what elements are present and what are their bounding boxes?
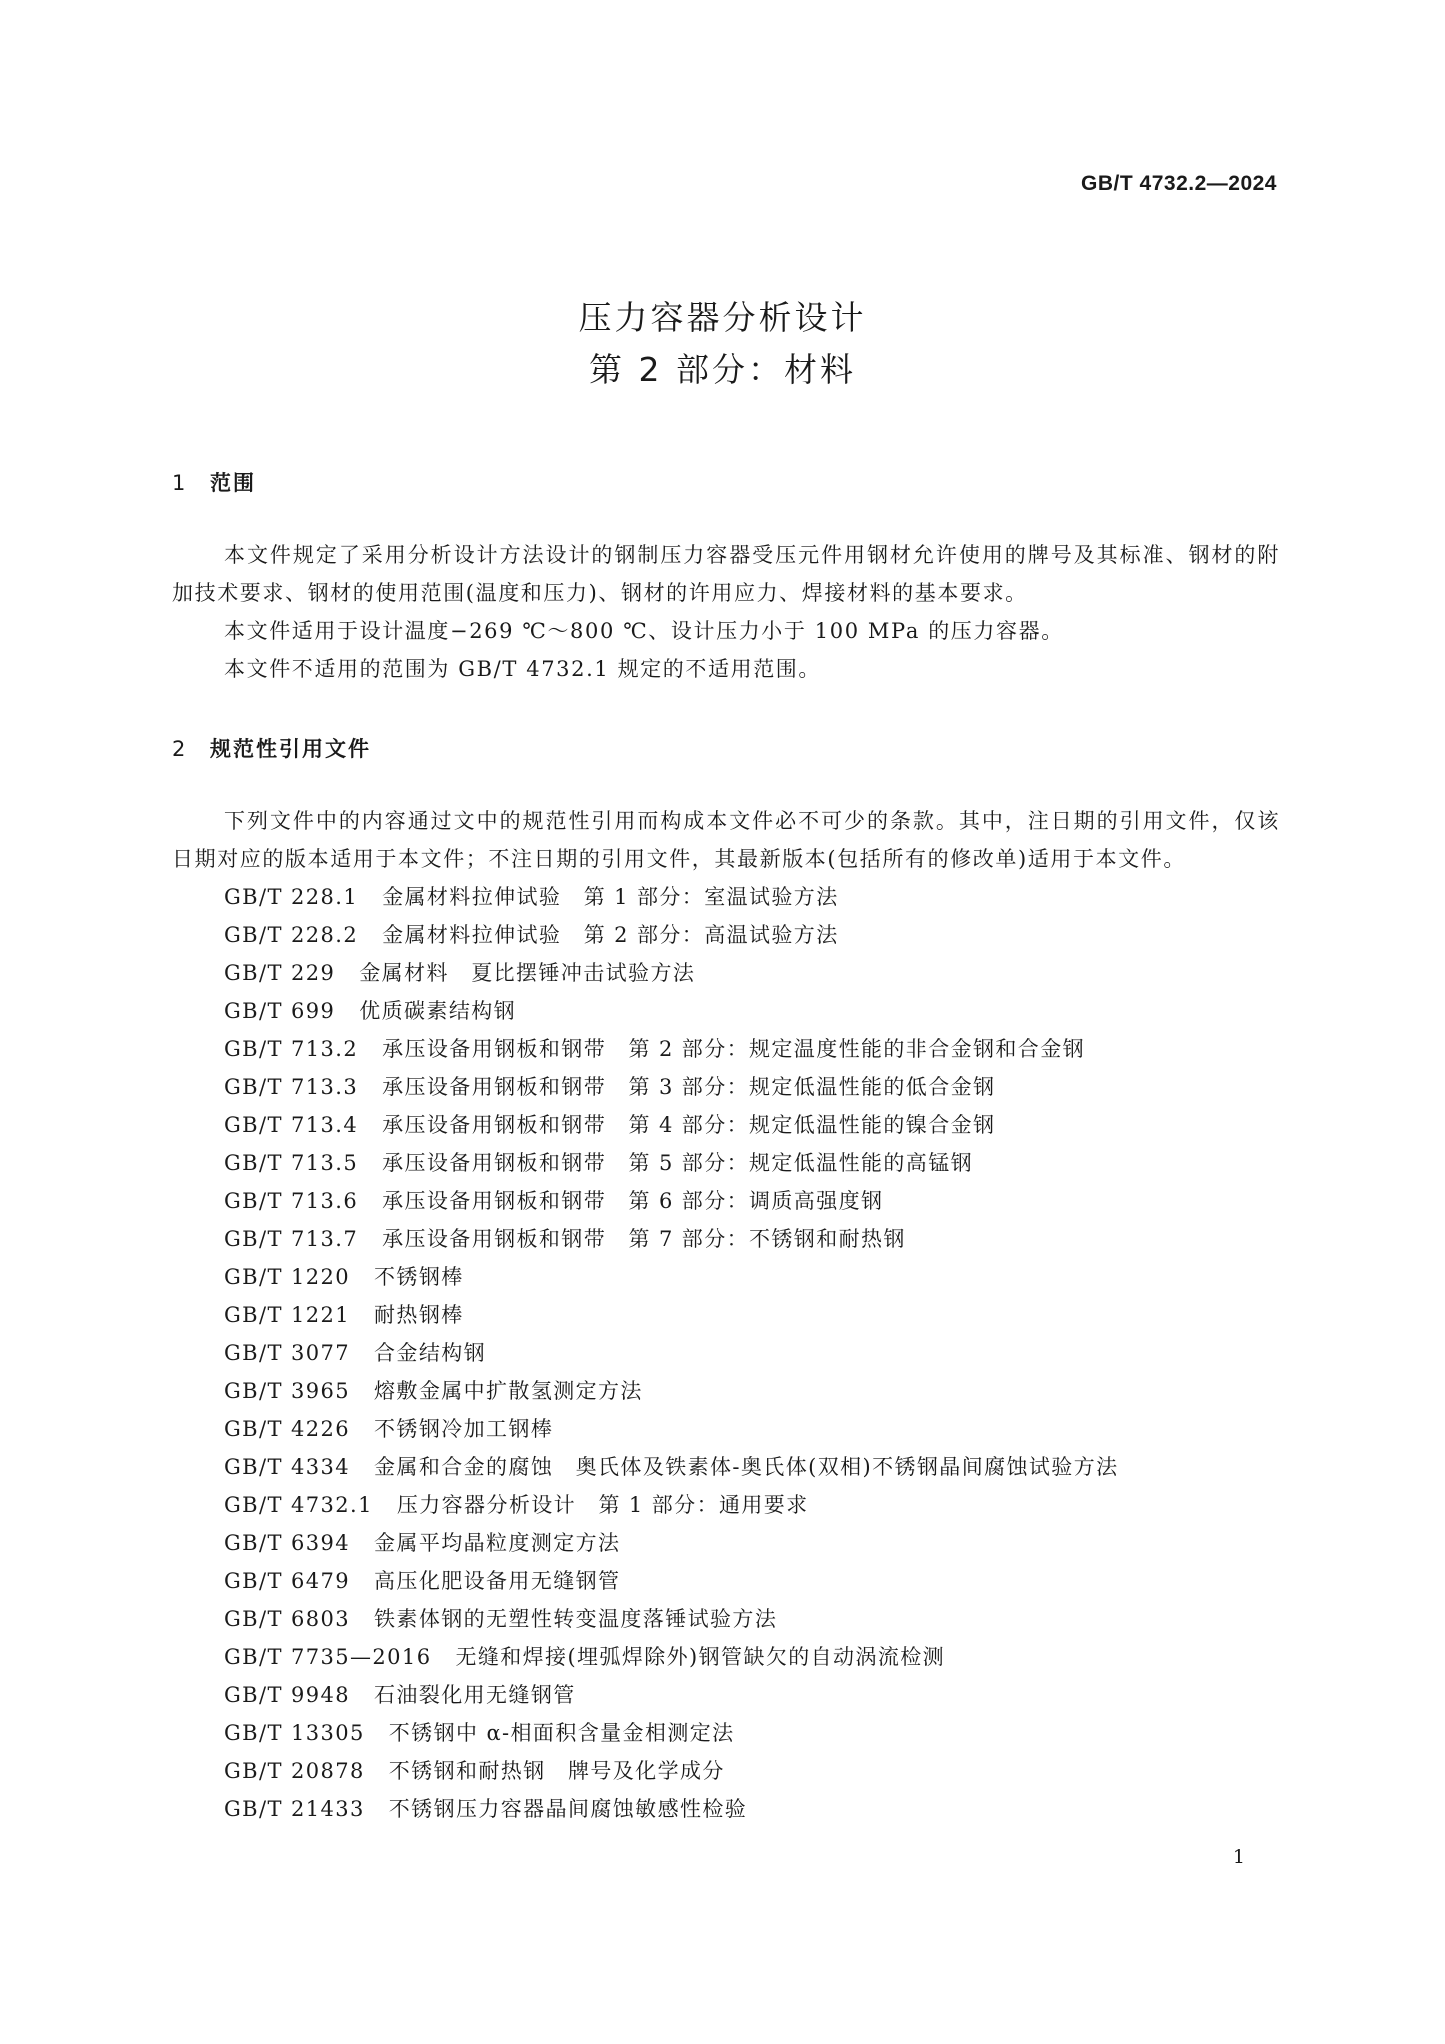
reference-title: 承压设备用钢板和钢带 第 2 部分：规定温度性能的非合金钢和合金钢 <box>382 1037 1086 1061</box>
scope-paragraph: 本文件适用于设计温度−269 ℃～800 ℃、设计压力小于 100 MPa 的压力容器。 <box>224 619 1064 643</box>
reference-item <box>172 954 1280 992</box>
reference-code: GB/T 1220 <box>224 1265 351 1289</box>
reference-item <box>172 1524 1280 1562</box>
reference-title: 高压化肥设备用无缝钢管 <box>374 1569 621 1593</box>
reference-code: GB/T 713.7 <box>224 1227 359 1251</box>
section-title: 范围 <box>210 471 256 495</box>
document-title <box>0 292 1445 396</box>
reference-item <box>172 1144 1280 1182</box>
scope-paragraph: 本文件规定了采用分析设计方法设计的钢制压力容器受压元件用钢材允许使用的牌号及其标准、钢材的附加技术要求、钢材的使用范围(温度和压力)、钢材的许用应力、焊接材料的基本要求。 <box>172 543 1280 605</box>
reference-code: GB/T 6479 <box>224 1569 351 1593</box>
reference-item <box>172 1448 1280 1486</box>
reference-item <box>172 1296 1280 1334</box>
reference-title: 不锈钢和耐热钢 牌号及化学成分 <box>388 1759 725 1783</box>
reference-title: 不锈钢压力容器晶间腐蚀敏感性检验 <box>388 1797 748 1821</box>
reference-code: GB/T 713.6 <box>224 1189 359 1213</box>
reference-code: GB/T 699 <box>224 999 336 1023</box>
reference-item <box>172 878 1280 916</box>
reference-title: 石油裂化用无缝钢管 <box>374 1683 576 1707</box>
section-title: 规范性引用文件 <box>210 737 371 761</box>
reference-item <box>172 1752 1280 1790</box>
reference-code: GB/T 13305 <box>224 1721 365 1745</box>
reference-title: 金属平均晶粒度测定方法 <box>374 1531 621 1555</box>
reference-title: 不锈钢冷加工钢棒 <box>374 1417 554 1441</box>
scope-paragraph: 本文件不适用的范围为 GB/T 4732.1 规定的不适用范围。 <box>224 657 821 681</box>
reference-list <box>172 878 1280 1828</box>
reference-title: 熔敷金属中扩散氢测定方法 <box>374 1379 643 1403</box>
reference-code: GB/T 228.1 <box>224 885 359 909</box>
reference-title: 耐热钢棒 <box>374 1303 464 1327</box>
reference-code: GB/T 3965 <box>224 1379 351 1403</box>
reference-item <box>172 1486 1280 1524</box>
reference-item <box>172 992 1280 1030</box>
reference-title: 压力容器分析设计 第 1 部分：通用要求 <box>396 1493 809 1517</box>
reference-code: GB/T 713.2 <box>224 1037 359 1061</box>
reference-item <box>172 1220 1280 1258</box>
reference-code: GB/T 21433 <box>224 1797 365 1821</box>
reference-item <box>172 1410 1280 1448</box>
reference-title: 不锈钢棒 <box>374 1265 464 1289</box>
reference-title: 优质碳素结构钢 <box>359 999 517 1023</box>
standard-code: GB/T 4732.2—2024 <box>1081 172 1277 195</box>
reference-code: GB/T 713.5 <box>224 1151 359 1175</box>
reference-title: 承压设备用钢板和钢带 第 4 部分：规定低温性能的镍合金钢 <box>382 1113 996 1137</box>
reference-item <box>172 1258 1280 1296</box>
reference-code: GB/T 7735—2016 <box>224 1645 432 1669</box>
reference-code: GB/T 3077 <box>224 1341 351 1365</box>
reference-title: 无缝和焊接(埋弧焊除外)钢管缺欠的自动涡流检测 <box>455 1645 946 1669</box>
reference-code: GB/T 6394 <box>224 1531 351 1555</box>
reference-title: 承压设备用钢板和钢带 第 3 部分：规定低温性能的低合金钢 <box>382 1075 996 1099</box>
reference-title: 金属材料 夏比摆锤冲击试验方法 <box>359 961 696 985</box>
normative-references-body <box>172 802 1280 1828</box>
reference-title: 承压设备用钢板和钢带 第 7 部分：不锈钢和耐热钢 <box>382 1227 906 1251</box>
reference-code: GB/T 4226 <box>224 1417 351 1441</box>
reference-item <box>172 916 1280 954</box>
reference-title: 金属材料拉伸试验 第 1 部分：室温试验方法 <box>382 885 839 909</box>
reference-code: GB/T 9948 <box>224 1683 351 1707</box>
reference-title: 铁素体钢的无塑性转变温度落锤试验方法 <box>374 1607 778 1631</box>
reference-item <box>172 1790 1280 1828</box>
document-title-part: 第 2 部分：材料 <box>589 350 856 389</box>
reference-item <box>172 1068 1280 1106</box>
reference-title: 不锈钢中 α-相面积含量金相测定法 <box>388 1721 735 1745</box>
reference-code: GB/T 713.4 <box>224 1113 359 1137</box>
section-number: 2 <box>172 737 188 761</box>
reference-item <box>172 1562 1280 1600</box>
reference-item <box>172 1334 1280 1372</box>
section-heading-scope <box>172 467 256 497</box>
page-number: 1 <box>1232 1846 1245 1868</box>
reference-item <box>172 1106 1280 1144</box>
reference-item <box>172 1638 1280 1676</box>
reference-item <box>172 1600 1280 1638</box>
document-title-main: 压力容器分析设计 <box>578 298 867 337</box>
reference-code: GB/T 6803 <box>224 1607 351 1631</box>
section-heading-normative-references <box>172 733 371 763</box>
reference-item <box>172 1182 1280 1220</box>
reference-title: 承压设备用钢板和钢带 第 6 部分：调质高强度钢 <box>382 1189 884 1213</box>
reference-title: 金属材料拉伸试验 第 2 部分：高温试验方法 <box>382 923 839 947</box>
reference-item <box>172 1676 1280 1714</box>
reference-item <box>172 1030 1280 1068</box>
section-number: 1 <box>172 471 188 495</box>
reference-code: GB/T 1221 <box>224 1303 351 1327</box>
reference-code: GB/T 20878 <box>224 1759 365 1783</box>
reference-title: 合金结构钢 <box>374 1341 487 1365</box>
reference-code: GB/T 228.2 <box>224 923 359 947</box>
reference-item <box>172 1714 1280 1752</box>
scope-body <box>172 536 1280 688</box>
reference-title: 金属和合金的腐蚀 奥氏体及铁素体-奥氏体(双相)不锈钢晶间腐蚀试验方法 <box>374 1455 1119 1479</box>
reference-code: GB/T 4334 <box>224 1455 351 1479</box>
reference-code: GB/T 4732.1 <box>224 1493 373 1517</box>
reference-item <box>172 1372 1280 1410</box>
references-intro: 下列文件中的内容通过文中的规范性引用而构成本文件必不可少的条款。其中，注日期的引用文件，仅该日期对应的版本适用于本文件；不注日期的引用文件，其最新版本(包括所有的修改单)适用于本文件。 <box>172 809 1280 871</box>
reference-code: GB/T 229 <box>224 961 336 985</box>
reference-code: GB/T 713.3 <box>224 1075 359 1099</box>
reference-title: 承压设备用钢板和钢带 第 5 部分：规定低温性能的高锰钢 <box>382 1151 974 1175</box>
